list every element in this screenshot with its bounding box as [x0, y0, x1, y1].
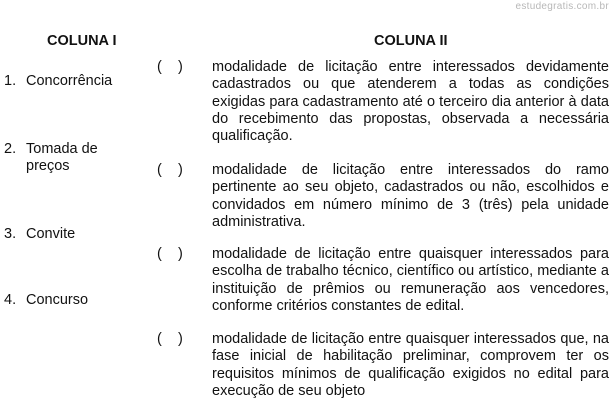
answer-blank-1[interactable]: ( )	[157, 59, 183, 75]
item-number: 3.	[4, 226, 17, 242]
column-i-item-1	[4, 73, 126, 90]
watermark: estudegratis.com.br	[515, 1, 609, 12]
column-ii-description-4: modalidade de licitação entre quaisquer interessados que, na fase inicial de habilitação preliminar, comprovem ter os requisitos mínimos de qualificação exigidos no edital para execução de seu objeto	[212, 331, 609, 399]
column-ii-description-3: modalidade de licitação entre quaisquer interessados para escolha de trabalho técnico, científico ou artístico, mediante a instituição de prêmios ou remuneração aos vencedores, conforme critérios constantes de edital.	[212, 246, 609, 314]
column-i-heading: COLUNA I	[47, 33, 117, 49]
column-ii-description-2: modalidade de licitação entre interessados do ramo pertinente ao seu objeto, cadastrados ou não, escolhidos e convidados em número mínimo de 3 (três) pela unidade administrativa.	[212, 162, 609, 230]
item-number: 1.	[4, 73, 17, 89]
item-number: 2.	[4, 141, 17, 157]
item-label: Tomada de preços	[26, 141, 98, 174]
answer-blank-2[interactable]: ( )	[157, 162, 183, 178]
item-label: Convite	[26, 226, 76, 242]
column-ii-heading: COLUNA II	[374, 33, 448, 49]
answer-blank-3[interactable]: ( )	[157, 246, 183, 262]
answer-blank-4[interactable]: ( )	[157, 331, 183, 347]
item-label: Concorrência	[26, 73, 113, 89]
column-i-item-2	[4, 141, 110, 175]
item-number: 4.	[4, 292, 17, 308]
column-i-item-3	[4, 226, 126, 243]
column-ii-description-1: modalidade de licitação entre interessados devidamente cadastrados ou que atenderem a todas as condições exigidas para cadastramento até o terceiro dia anterior à data do recebimento das propostas, observada a necessária qualificação.	[212, 59, 609, 145]
item-label: Concurso	[26, 292, 89, 308]
column-i-item-4	[4, 292, 126, 309]
